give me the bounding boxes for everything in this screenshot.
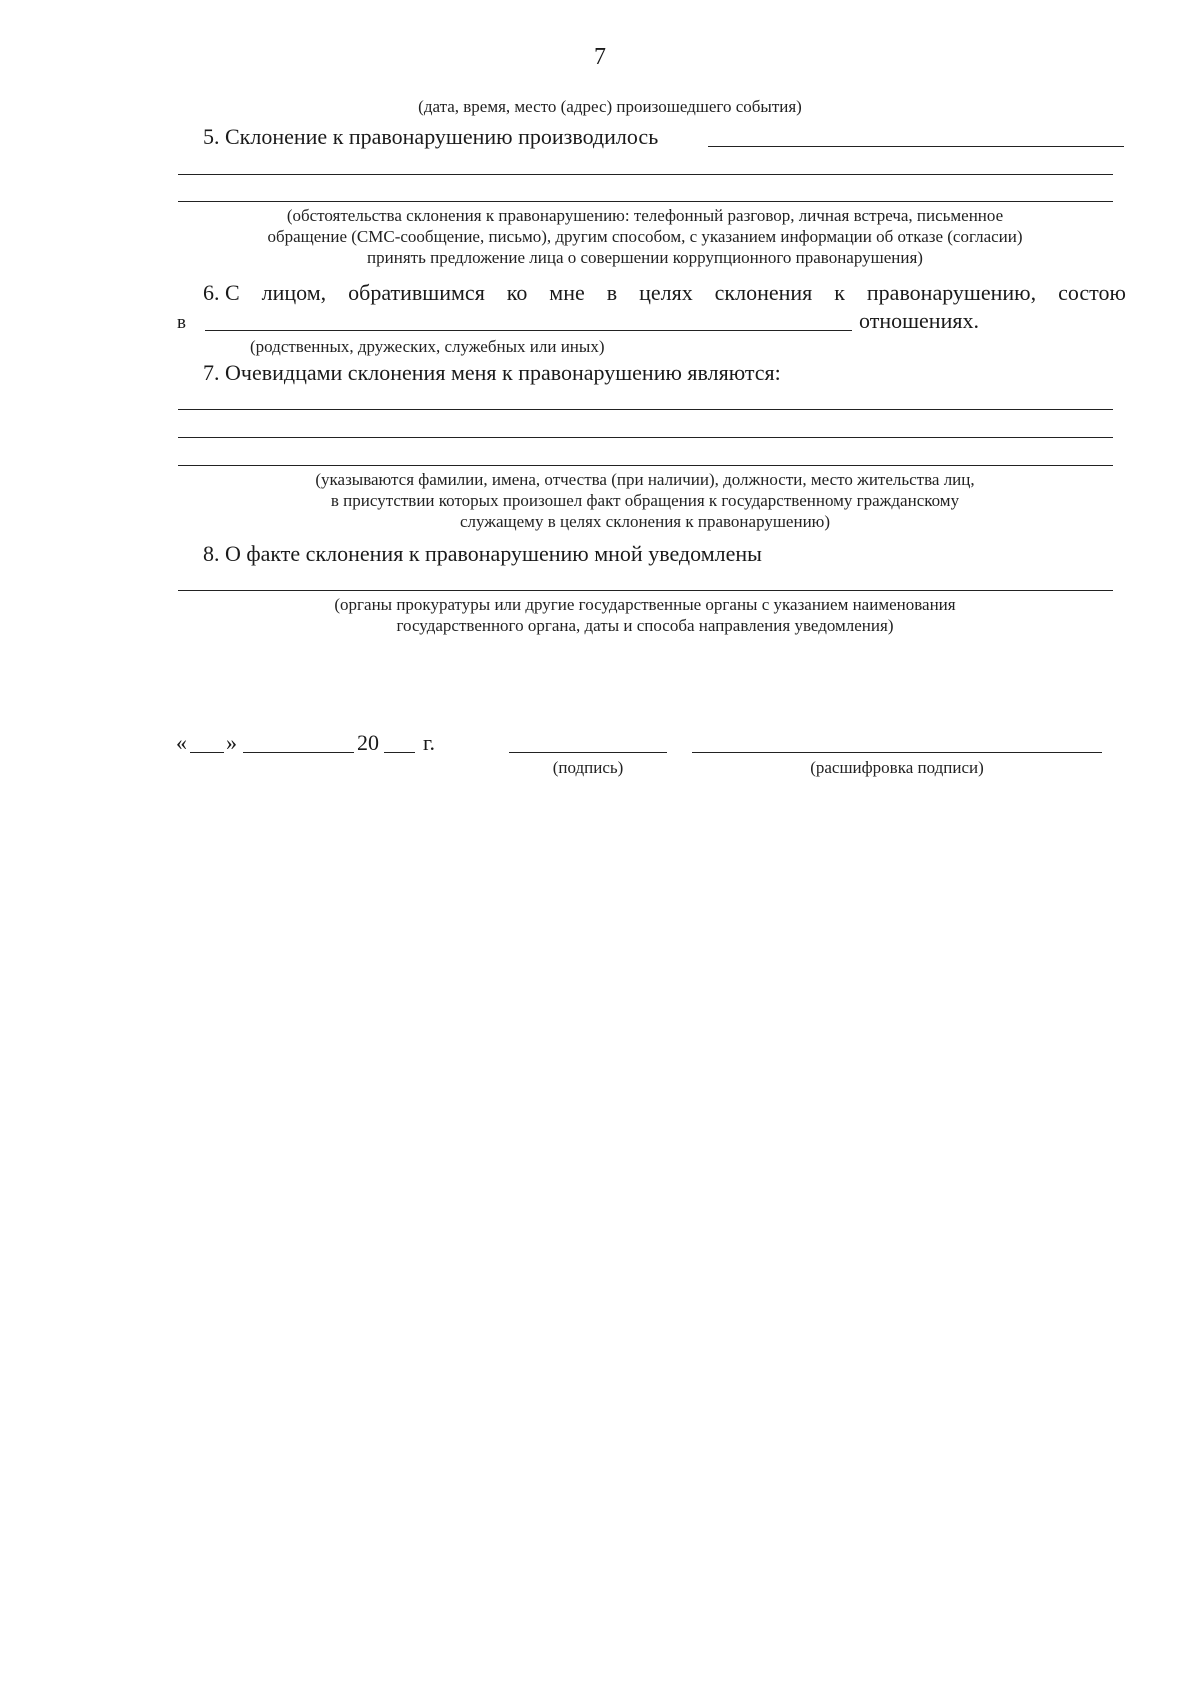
item-5-text: 5. Склонение к правонарушению производилось <box>203 124 659 149</box>
item-6-word: лицом, <box>261 280 327 305</box>
item-7-blank-line-2[interactable] <box>178 437 1113 438</box>
item-5-caption <box>180 205 1110 268</box>
date-month-blank[interactable] <box>243 752 354 753</box>
item-7-blank-line-1[interactable] <box>178 409 1113 410</box>
item-6-word: в <box>606 280 618 305</box>
item-7-caption-line-3: служащему в целях склонения к правонарушению) <box>459 512 831 531</box>
item-7-caption-line-2: в присутствии которых произошел факт обращения к государственному гражданскому <box>330 491 960 510</box>
item-6-word: целях <box>639 280 693 305</box>
item-7-caption-line-1: (указываются фамилии, имена, отчества (при наличии), должности, место жительства лиц, <box>315 470 975 489</box>
date-year-blank[interactable] <box>384 752 415 753</box>
item-7-text: 7. Очевидцами склонения меня к правонарушению являются: <box>203 360 781 385</box>
item-7-caption <box>180 469 1110 532</box>
date-year-prefix: 20 <box>357 730 379 755</box>
event-caption: (дата, время, место (адрес) произошедшего события) <box>418 97 802 116</box>
signature-blank[interactable] <box>509 752 667 753</box>
page-number: 7 <box>594 44 606 70</box>
item-8-text: 8. О факте склонения к правонарушению мной уведомлены <box>203 541 762 566</box>
item-6-word: склонения <box>714 280 813 305</box>
signature-caption: (подпись) <box>552 758 624 777</box>
signature-decode-caption: (расшифровка подписи) <box>810 758 984 777</box>
date-close-quote: » <box>226 730 237 755</box>
item-6-suffix: отношениях. <box>859 308 979 333</box>
item-6-word: состою <box>1058 280 1126 305</box>
item-6-word: ко <box>506 280 528 305</box>
item-8-caption-line-2: государственного органа, даты и способа направления уведомления) <box>396 616 894 635</box>
item-5-blank-line-2[interactable] <box>178 201 1113 202</box>
item-5-caption-line-3: принять предложение лица о совершении коррупционного правонарушения) <box>367 248 923 267</box>
date-day-blank[interactable] <box>190 752 224 753</box>
item-7-blank-line-3[interactable] <box>178 465 1113 466</box>
item-6-caption: (родственных, дружеских, служебных или иных) <box>250 337 605 356</box>
item-8-caption-line-1: (органы прокуратуры или другие государственные органы с указанием наименования <box>334 595 956 614</box>
item-6-word: мне <box>549 280 585 305</box>
item-5-blank-line-1[interactable] <box>178 174 1113 175</box>
item-5-caption-line-1: (обстоятельства склонения к правонарушению: телефонный разговор, личная встреча, письменное <box>286 206 1004 225</box>
item-6-word: обратившимся <box>348 280 485 305</box>
item-5-caption-line-2: обращение (СМС-сообщение, письмо), другим способом, с указанием информации об отказе (согласии) <box>267 227 1023 246</box>
item-6-relation-blank[interactable] <box>205 330 852 331</box>
item-6-text <box>203 280 1126 306</box>
date-open-quote: « <box>176 730 187 755</box>
item-8-blank-line[interactable] <box>178 590 1113 591</box>
item-6-prefix: в <box>177 312 186 333</box>
item-8-caption <box>180 594 1110 636</box>
item-6-word: правонарушению, <box>866 280 1037 305</box>
item-5-blank-inline[interactable] <box>708 146 1124 147</box>
date-year-suffix: г. <box>423 730 436 755</box>
item-6-word: 6. С <box>203 280 240 305</box>
signature-decode-blank[interactable] <box>692 752 1102 753</box>
item-6-word: к <box>834 280 845 305</box>
